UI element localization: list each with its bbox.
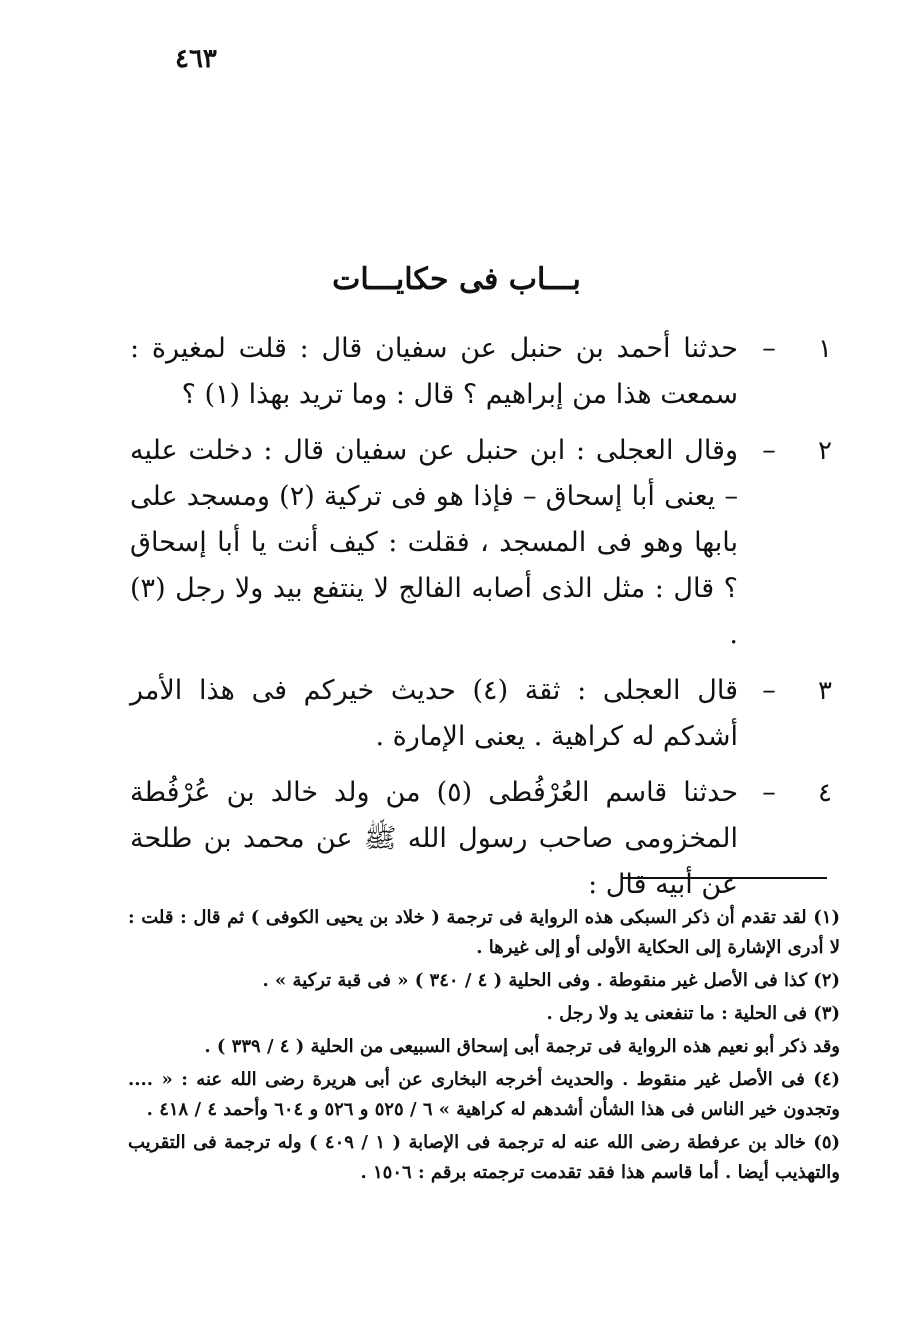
narration-number: ٣ [818, 676, 832, 706]
narration-text: قال العجلى : ثقة (٤) حديث خيركم فى هذا الأمر أشدكم له كراهية . يعنى الإمارة . [130, 675, 738, 752]
footnote-4: (٤) فى الأصل غير منقوط . والحديث أخرجه البخارى عن أبى هريرة رضى الله عنه : « .... وتجدون خير الناس فى هذا الشأن أشدهم له كراهية » ٦ / ٥٢٥ و ٥٢٦ و ٦٠٤ وأحمد ٤ / ٤١٨ . [128, 1069, 840, 1120]
narration-1 [130, 326, 850, 418]
narration-dash: – [762, 777, 776, 808]
narration-4 [130, 770, 850, 908]
narration-text: وقال العجلى : ابن حنبل عن سفيان قال : دخلت عليه – يعنى أبا إسحاق – فإذا هو فى تركية (٢) ومسجد على بابها وهو فى المسجد ، فقلت : كيف أنت يا أبا إسحاق ؟ قال : مثل الذى أصابه الفالج لا ينتفع بيد ولا رجل (٣) . [130, 435, 738, 650]
narration-dash: – [762, 675, 776, 706]
footnote-separator [622, 877, 827, 879]
narration-number: ٢ [818, 436, 832, 466]
narration-number: ١ [818, 334, 832, 364]
narration-3 [130, 668, 850, 760]
narration-2 [130, 428, 850, 658]
footnote-5: (٥) خالد بن عرفطة رضى الله عنه له ترجمة فى الإصابة ( ١ / ٤٠٩ ) وله ترجمة فى التقريب والتهذيب أيضا . أما قاسم هذا فقد تقدمت ترجمته برقم : ١٥٠٦ . [128, 1132, 841, 1183]
footnote-2: (٢) كذا فى الأصل غير منقوطة . وفى الحلية ( ٤ / ٣٤٠ ) « فى قبة تركية » . [262, 970, 840, 991]
chapter-title: بـــاب فى حكايـــات [332, 262, 581, 297]
narration-dash: – [762, 435, 776, 466]
footnotes [128, 903, 840, 1191]
footnote-3-continued: وقد ذكر أبو نعيم هذه الرواية فى ترجمة أبى إسحاق السبيعى من الحلية ( ٤ / ٣٣٩ ) . [204, 1036, 840, 1057]
narration-text: حدثنا قاسم العُرْفُطى (٥) من ولد خالد بن عُرْفُطة المخزومى صاحب رسول الله ﷺ عن محمد بن طلحة عن أبيه قال : [130, 777, 739, 900]
footnote-1: (١) لقد تقدم أن ذكر السبكى هذه الرواية فى ترجمة ( خلاد بن يحيى الكوفى ) ثم قال : قلت : لا أدرى الإشارة إلى الحكاية الأولى أو إلى غيرها . [128, 907, 840, 958]
narration-text: حدثنا أحمد بن حنبل عن سفيان قال : قلت لمغيرة : سمعت هذا من إبراهيم ؟ قال : وما تريد بهذا (١) ؟ [130, 333, 738, 410]
page-number: ٤٦٣ [175, 44, 217, 74]
footnote-3: (٣) فى الحلية : ما تنفعنى يد ولا رجل . [546, 1003, 840, 1024]
narration-number: ٤ [818, 778, 832, 808]
narration-dash: – [762, 333, 776, 364]
narrations [130, 326, 850, 918]
